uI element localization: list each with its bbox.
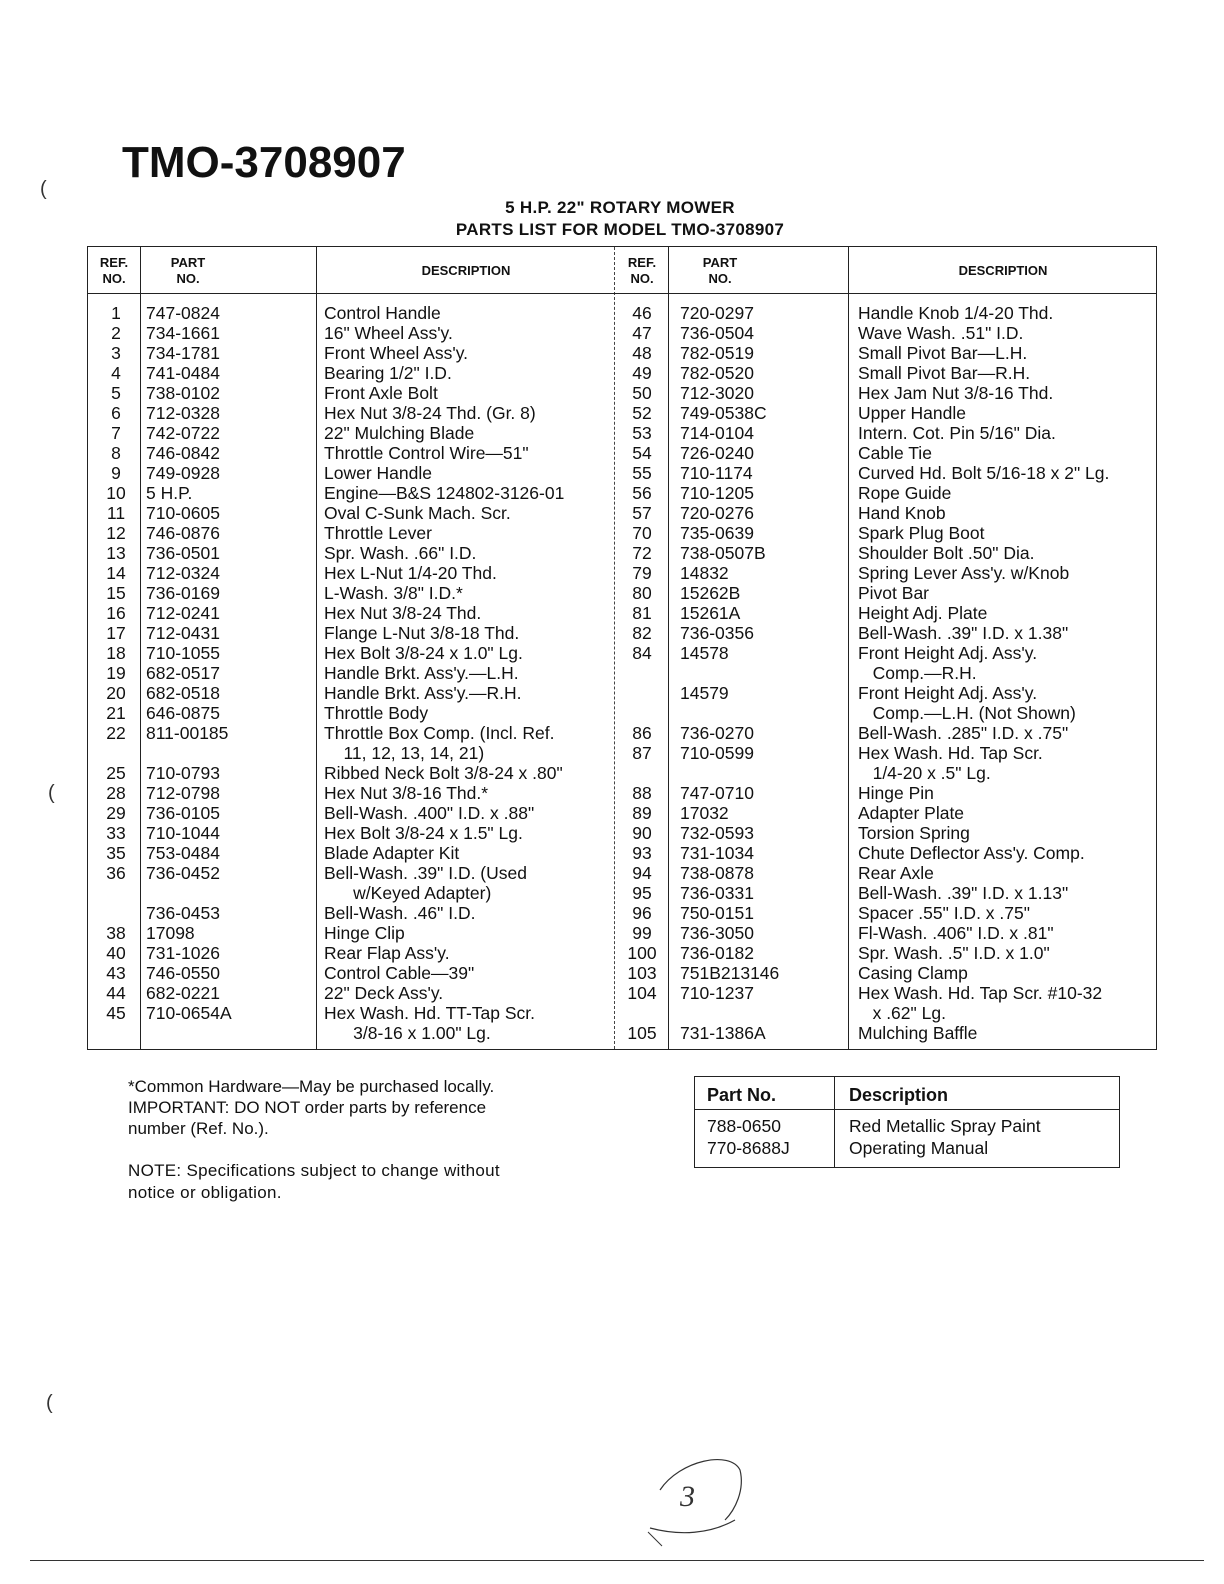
part-number: 746-0842 — [146, 443, 220, 463]
part-description: Hex Bolt 3/8-24 x 1.0" Lg. — [324, 643, 523, 663]
part-description: Front Height Adj. Ass'y. — [858, 683, 1038, 703]
part-number: 14832 — [680, 563, 729, 583]
ref-number: 53 — [632, 423, 652, 443]
part-description: Handle Brkt. Ass'y.—L.H. — [324, 663, 519, 683]
part-description: Chute Deflector Ass'y. Comp. — [858, 843, 1085, 863]
page-number: 3 — [680, 1480, 695, 1513]
part-number: 736-0169 — [146, 583, 220, 603]
part-description: Comp.—L.H. (Not Shown) — [858, 703, 1076, 723]
part-number: 735-0639 — [680, 523, 754, 543]
part-number: 726-0240 — [680, 443, 754, 463]
header-part-left: PART NO. — [170, 255, 206, 286]
extra-desc-2: Operating Manual — [849, 1138, 989, 1158]
document-subtitle: 5 H.P. 22" ROTARY MOWER — [505, 198, 735, 217]
ref-number: 100 — [627, 943, 657, 963]
ref-number: 80 — [632, 583, 652, 603]
ref-number: 38 — [106, 923, 126, 943]
part-description: Hex Nut 3/8-24 Thd. — [324, 603, 482, 623]
ref-number: 9 — [111, 463, 121, 483]
part-number: 736-0453 — [146, 903, 220, 923]
part-description: Bell-Wash. .39" I.D. x 1.13" — [858, 883, 1069, 903]
ref-number: 45 — [106, 1003, 126, 1023]
part-number: 736-0356 — [680, 623, 754, 643]
part-number: 736-0452 — [146, 863, 220, 883]
part-number: 14579 — [680, 683, 729, 703]
ref-number: 44 — [106, 983, 126, 1003]
part-description: Front Wheel Ass'y. — [324, 343, 469, 363]
ref-number: 25 — [106, 763, 126, 783]
part-number: 714-0104 — [680, 423, 754, 443]
part-number: 710-0605 — [146, 503, 220, 523]
ref-number: 72 — [632, 543, 652, 563]
part-description: Throttle Control Wire—51" — [324, 443, 529, 463]
part-number: 746-0876 — [146, 523, 220, 543]
part-description: Front Axle Bolt — [324, 383, 438, 403]
part-description: Lower Handle — [324, 463, 432, 483]
part-description: Rear Flap Ass'y. — [324, 943, 450, 963]
part-number: 732-0593 — [680, 823, 754, 843]
part-number: 782-0520 — [680, 363, 754, 383]
header-part-right: PART NO. — [702, 255, 738, 286]
ref-number: 50 — [632, 383, 652, 403]
part-number: 720-0276 — [680, 503, 754, 523]
part-description: Hand Knob — [858, 503, 946, 523]
ref-number: 33 — [106, 823, 126, 843]
part-description: 3/8-16 x 1.00" Lg. — [324, 1023, 491, 1043]
part-description: Cable Tie — [858, 443, 932, 463]
part-description: Mulching Baffle — [858, 1023, 978, 1043]
part-description: Casing Clamp — [858, 963, 968, 983]
part-number: 17098 — [146, 923, 195, 943]
extra-header-description: Description — [849, 1085, 949, 1105]
ref-number: 47 — [632, 323, 652, 343]
part-number: 738-0507B — [680, 543, 766, 563]
part-number: 811-00185 — [146, 723, 229, 743]
part-number: 15261A — [680, 603, 741, 623]
part-number: 736-0270 — [680, 723, 754, 743]
ref-number: 4 — [111, 363, 121, 383]
specifications-note: NOTE: Specifications subject to change without notice or obligation. — [128, 1161, 500, 1202]
ref-number: 35 — [106, 843, 126, 863]
part-description: Handle Knob 1/4-20 Thd. — [858, 303, 1054, 323]
part-number: 712-0798 — [146, 783, 220, 803]
parts-table — [87, 246, 1157, 1050]
ref-number: 99 — [632, 923, 652, 943]
ref-number: 82 — [632, 623, 652, 643]
ref-number: 79 — [632, 563, 652, 583]
ref-number: 3 — [111, 343, 121, 363]
part-number: 747-0710 — [680, 783, 754, 803]
ref-number: 13 — [106, 543, 126, 563]
part-description: Hex Nut 3/8-16 Thd.* — [324, 783, 489, 803]
ref-number: 90 — [632, 823, 652, 843]
part-number: 710-1174 — [680, 463, 753, 483]
ref-number: 81 — [632, 603, 652, 623]
part-description: Spring Lever Ass'y. w/Knob — [858, 563, 1070, 583]
ref-number: 105 — [627, 1023, 657, 1043]
part-number: 712-0431 — [146, 623, 220, 643]
part-description: 22" Deck Ass'y. — [324, 983, 444, 1003]
part-number: 720-0297 — [680, 303, 754, 323]
part-description: Curved Hd. Bolt 5/16-18 x 2" Lg. — [858, 463, 1110, 483]
part-number: 749-0538C — [680, 403, 767, 423]
ref-number: 14 — [106, 563, 126, 583]
part-description: Bell-Wash. .39" I.D. x 1.38" — [858, 623, 1069, 643]
part-description: Comp.—R.H. — [858, 663, 977, 683]
ref-number: 15 — [106, 583, 126, 603]
part-number: 682-0518 — [146, 683, 220, 703]
ref-number: 22 — [106, 723, 126, 743]
part-description: Bearing 1/2" I.D. — [324, 363, 452, 383]
ref-number: 95 — [632, 883, 652, 903]
part-number: 731-1386A — [680, 1023, 766, 1043]
ref-number: 49 — [632, 363, 652, 383]
part-number: 782-0519 — [680, 343, 754, 363]
ref-number: 19 — [106, 663, 126, 683]
model-title: TMO-3708907 — [122, 138, 406, 187]
part-number: 710-0654A — [146, 1003, 232, 1023]
header-ref-left: REF. NO. — [99, 255, 129, 286]
ref-number: 7 — [111, 423, 121, 443]
part-description: Spacer .55" I.D. x .75" — [858, 903, 1030, 923]
part-description: Control Handle — [324, 303, 441, 323]
part-description: Hex Nut 3/8-24 Thd. (Gr. 8) — [324, 403, 536, 423]
part-description: Adapter Plate — [858, 803, 965, 823]
part-description: Hex Jam Nut 3/8-16 Thd. — [858, 383, 1054, 403]
page-number-mark — [640, 1450, 750, 1550]
part-number: 734-1661 — [146, 323, 220, 343]
part-number: 710-0599 — [680, 743, 754, 763]
extra-part-2: 770-8688J — [707, 1138, 790, 1158]
part-description: Handle Brkt. Ass'y.—R.H. — [324, 683, 522, 703]
ref-number: 94 — [632, 863, 652, 883]
part-description: Hex Wash. Hd. TT-Tap Scr. — [324, 1003, 536, 1023]
part-description: Hex Wash. Hd. Tap Scr. — [858, 743, 1043, 763]
part-description: Shoulder Bolt .50" Dia. — [858, 543, 1035, 563]
ref-number: 52 — [632, 403, 652, 423]
part-number: 746-0550 — [146, 963, 220, 983]
part-number: 736-0182 — [680, 943, 754, 963]
part-description: Wave Wash. .51" I.D. — [858, 323, 1024, 343]
part-number: 736-0105 — [146, 803, 220, 823]
part-description: Hinge Clip — [324, 923, 405, 943]
part-description: Oval C-Sunk Mach. Scr. — [324, 503, 511, 523]
part-number: 14578 — [680, 643, 729, 663]
header-description-left: DESCRIPTION — [421, 263, 511, 278]
ref-number: 70 — [632, 523, 652, 543]
part-description: Fl-Wash. .406" I.D. x .81" — [858, 923, 1054, 943]
ref-number: 28 — [106, 783, 126, 803]
part-description: Engine—B&S 124802-3126-01 — [324, 483, 565, 503]
ref-number: 36 — [106, 863, 126, 883]
part-description: Pivot Bar — [858, 583, 929, 603]
bottom-rule — [30, 1560, 1204, 1561]
ref-number: 18 — [106, 643, 126, 663]
part-description: Spr. Wash. .66" I.D. — [324, 543, 477, 563]
part-description: x .62" Lg. — [858, 1003, 946, 1023]
ref-number: 57 — [632, 503, 652, 523]
part-number: 736-0331 — [680, 883, 754, 903]
ref-number: 8 — [111, 443, 121, 463]
ref-number: 17 — [106, 623, 126, 643]
part-number: 682-0517 — [146, 663, 220, 683]
ref-number: 96 — [632, 903, 652, 923]
parts-list-heading: PARTS LIST FOR MODEL TMO-3708907 — [455, 220, 785, 239]
part-number: 736-0501 — [146, 543, 220, 563]
part-description: Spark Plug Boot — [858, 523, 985, 543]
part-description: 22" Mulching Blade — [324, 423, 475, 443]
part-number: 738-0878 — [680, 863, 754, 883]
ref-number: 20 — [106, 683, 126, 703]
ref-number: 21 — [106, 703, 126, 723]
part-description: Front Height Adj. Ass'y. — [858, 643, 1038, 663]
part-number: 731-1034 — [680, 843, 754, 863]
part-number: 710-1205 — [680, 483, 754, 503]
part-description: 11, 12, 13, 14, 21) — [324, 743, 485, 763]
part-number: 712-0241 — [146, 603, 220, 623]
part-description: Rear Axle — [858, 863, 934, 883]
part-number: 712-0324 — [146, 563, 220, 583]
part-description: Bell-Wash. .285" I.D. x .75" — [858, 723, 1069, 743]
ref-number: 12 — [106, 523, 126, 543]
ref-number: 103 — [627, 963, 657, 983]
ref-number: 48 — [632, 343, 652, 363]
ref-number: 1 — [111, 303, 121, 323]
ref-number: 84 — [632, 643, 652, 663]
part-number: 712-0328 — [146, 403, 220, 423]
part-description: Bell-Wash. .46" I.D. — [324, 903, 476, 923]
part-description: Ribbed Neck Bolt 3/8-24 x .80" — [324, 763, 563, 783]
ref-number: 56 — [632, 483, 652, 503]
extra-desc-1: Red Metallic Spray Paint — [849, 1116, 1041, 1136]
part-description: Intern. Cot. Pin 5/16" Dia. — [858, 423, 1056, 443]
ref-number: 16 — [106, 603, 126, 623]
part-description: Hex Wash. Hd. Tap Scr. #10-32 — [858, 983, 1103, 1003]
part-number: 646-0875 — [146, 703, 220, 723]
ref-number: 93 — [632, 843, 652, 863]
part-description: 16" Wheel Ass'y. — [324, 323, 453, 343]
ref-number: 46 — [632, 303, 652, 323]
common-hardware-note: *Common Hardware—May be purchased locally. IMPORTANT: DO NOT order parts by reference number (Ref. No.). — [128, 1077, 495, 1138]
ref-number: 6 — [111, 403, 121, 423]
extra-header-part: Part No. — [707, 1085, 777, 1105]
part-number: 710-1055 — [146, 643, 220, 663]
ref-number: 89 — [632, 803, 652, 823]
part-number: 742-0722 — [146, 423, 220, 443]
ref-number: 11 — [106, 503, 126, 523]
part-description: Upper Handle — [858, 403, 966, 423]
part-description: Throttle Lever — [324, 523, 432, 543]
ref-number: 86 — [632, 723, 652, 743]
part-description: L-Wash. 3/8" I.D.* — [324, 583, 463, 603]
part-number: 736-0504 — [680, 323, 754, 343]
scan-mark-3: ( — [46, 1392, 53, 1414]
part-number: 5 H.P. — [146, 483, 193, 503]
part-number: 710-0793 — [146, 763, 220, 783]
part-description: Rope Guide — [858, 483, 952, 503]
ref-number: 29 — [106, 803, 126, 823]
part-description: Blade Adapter Kit — [324, 843, 460, 863]
part-number: 750-0151 — [680, 903, 754, 923]
part-description: Bell-Wash. .400" I.D. x .88" — [324, 803, 535, 823]
ref-number: 40 — [106, 943, 126, 963]
part-number: 734-1781 — [146, 343, 220, 363]
extra-parts-table — [694, 1076, 1120, 1168]
part-description: w/Keyed Adapter) — [324, 883, 492, 903]
part-description: Torsion Spring — [858, 823, 970, 843]
header-ref-right: REF. NO. — [627, 255, 657, 286]
part-description: Hex L-Nut 1/4-20 Thd. — [324, 563, 497, 583]
part-number: 753-0484 — [146, 843, 220, 863]
ref-number: 88 — [632, 783, 652, 803]
part-number: 17032 — [680, 803, 729, 823]
part-number: 710-1237 — [680, 983, 754, 1003]
part-description: Small Pivot Bar—L.H. — [858, 343, 1028, 363]
part-number: 712-3020 — [680, 383, 754, 403]
part-description: Hinge Pin — [858, 783, 934, 803]
part-number: 731-1026 — [146, 943, 220, 963]
ref-number: 43 — [106, 963, 126, 983]
part-number: 738-0102 — [146, 383, 220, 403]
part-number: 736-3050 — [680, 923, 754, 943]
part-description: 1/4-20 x .5" Lg. — [858, 763, 991, 783]
part-number: 751B213146 — [680, 963, 780, 983]
part-number: 749-0928 — [146, 463, 220, 483]
part-description: Throttle Body — [324, 703, 429, 723]
part-number: 710-1044 — [146, 823, 220, 843]
scan-mark-2: ( — [48, 782, 55, 804]
part-description: Spr. Wash. .5" I.D. x 1.0" — [858, 943, 1050, 963]
part-number: 741-0484 — [146, 363, 220, 383]
ref-number: 10 — [106, 483, 126, 503]
part-description: Hex Bolt 3/8-24 x 1.5" Lg. — [324, 823, 523, 843]
ref-number: 55 — [632, 463, 652, 483]
part-number: 747-0824 — [146, 303, 220, 323]
part-description: Height Adj. Plate — [858, 603, 988, 623]
part-description: Control Cable—39" — [324, 963, 475, 983]
part-description: Bell-Wash. .39" I.D. (Used — [324, 863, 527, 883]
ref-number: 87 — [632, 743, 652, 763]
part-description: Flange L-Nut 3/8-18 Thd. — [324, 623, 520, 643]
part-number: 682-0221 — [146, 983, 220, 1003]
extra-part-1: 788-0650 — [707, 1116, 781, 1136]
ref-number: 5 — [111, 383, 121, 403]
part-description: Throttle Box Comp. (Incl. Ref. — [324, 723, 555, 743]
ref-number: 104 — [627, 983, 657, 1003]
ref-number: 54 — [632, 443, 652, 463]
part-number: 15262B — [680, 583, 741, 603]
scan-mark-1: ( — [40, 178, 47, 200]
ref-number: 2 — [111, 323, 121, 343]
header-description-right: DESCRIPTION — [958, 263, 1048, 278]
part-description: Small Pivot Bar—R.H. — [858, 363, 1031, 383]
